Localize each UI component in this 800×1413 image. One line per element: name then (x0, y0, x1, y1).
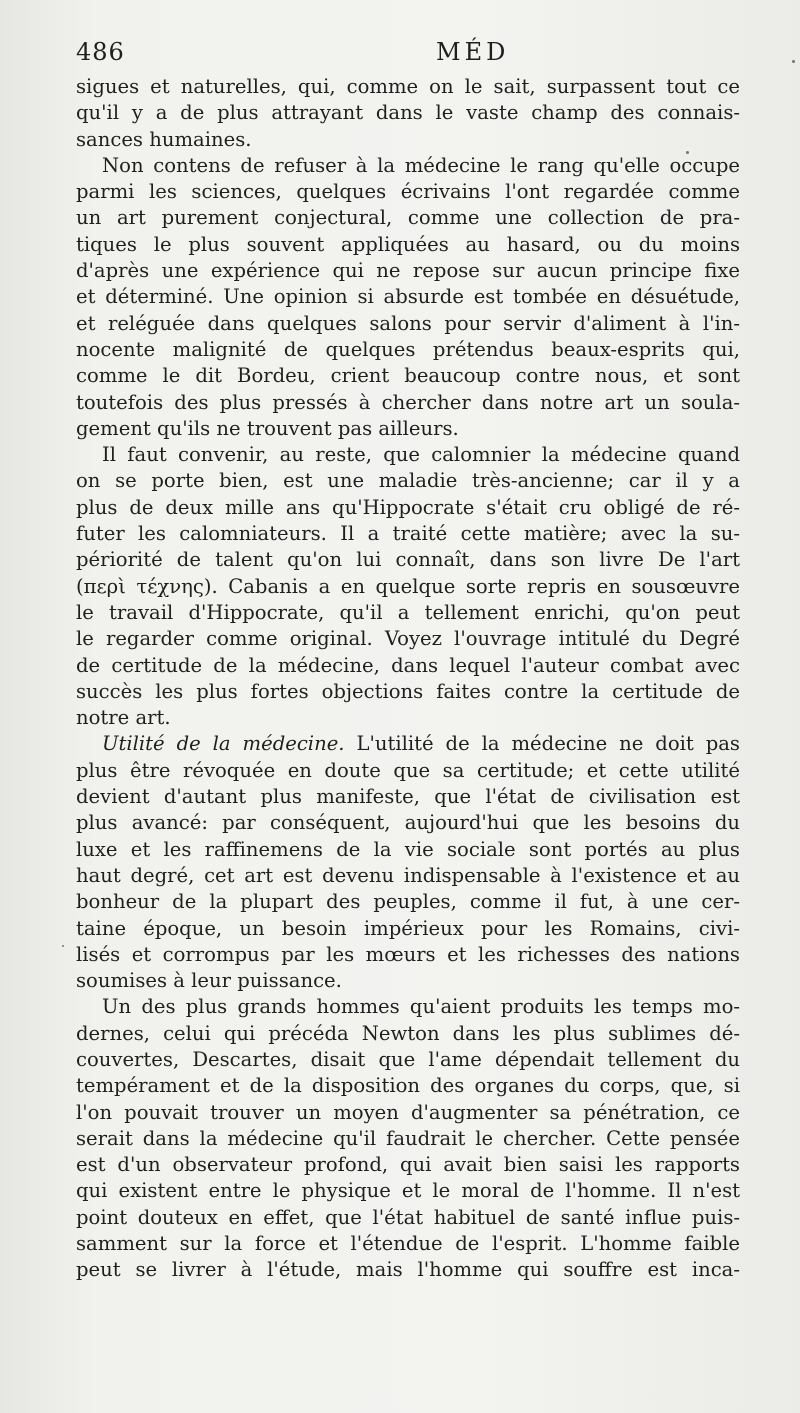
text-line: d'après une expérience qui ne repose sur aucun principe fixe (76, 259, 740, 283)
text-line: dernes, celui qui précéda Newton dans les plus sublimes dé- (76, 1021, 740, 1045)
text-line: l'on pouvait trouver un moyen d'augmenter sa pénétration, ce (76, 1100, 740, 1124)
text-line: parmi les sciences, quelques écrivains l'ont regardée comme (76, 180, 740, 204)
text-line: (περὶ τέχνης). Cabanis a en quelque sorte repris en sousœuvre (76, 574, 740, 598)
text-line: plus de deux mille ans qu'Hippocrate s'était cru obligé de ré- (76, 495, 740, 519)
text-line: qu'il y a de plus attrayant dans le vaste champ des connais- (76, 101, 740, 125)
body-text (76, 74, 740, 1284)
text-line: devient d'autant plus manifeste, que l'état de civilisation est (76, 785, 740, 809)
text-line: nocente malignité de quelques prétendus beaux-esprits qui, (76, 337, 740, 361)
text-line: luxe et les raffinemens de la vie sociale sont portés au plus (76, 837, 740, 861)
text-line: un art purement conjectural, comme une collection de pra- (76, 206, 740, 230)
text-line: et reléguée dans quelques salons pour servir d'aliment à l'in- (76, 311, 740, 335)
section-heading: Utilité de la médecine. (102, 732, 345, 756)
text-line: soumises à leur puissance. (76, 969, 342, 993)
text-line: toutefois des plus pressés à chercher dans notre art un soula- (76, 390, 740, 414)
text-line: est d'un observateur profond, qui avait bien saisi les rapports (76, 1153, 740, 1177)
paragraph-first-line: Il faut convenir, au reste, que calomnier la médecine quand (102, 443, 740, 467)
text-line: couvertes, Descartes, disait que l'ame dépendait tellement du (76, 1047, 740, 1071)
text-line: le regarder comme original. Voyez l'ouvrage intitulé du Degré (76, 627, 740, 651)
text-line: périorité de talent qu'on lui connaît, dans son livre De l'art (76, 548, 740, 572)
text-line: gement qu'ils ne trouvent pas ailleurs. (76, 416, 459, 440)
text-line: succès les plus fortes objections faites contre la certitude de (76, 679, 740, 703)
text-line: on se porte bien, est une maladie très-ancienne; car il y a (76, 469, 740, 493)
page-number: 486 (76, 38, 125, 66)
text-line: plus être révoquée en doute que sa certitude; et cette utilité (76, 758, 740, 782)
text-line: de certitude de la médecine, dans lequel l'auteur combat avec (76, 653, 740, 677)
text-line: taine époque, un besoin impérieux pour les Romains, civi- (76, 916, 740, 940)
text-line: futer les calomniateurs. Il a traité cette matière; avec la su- (76, 522, 740, 546)
text-line: le travail d'Hippocrate, qu'il a tellement enrichi, qu'on peut (76, 600, 740, 624)
text-run: L'utilité de la médecine ne doit pas (356, 732, 740, 756)
paragraph-first-line: Un des plus grands hommes qu'aient produits les temps mo- (102, 995, 740, 1019)
text-line: comme le dit Bordeu, crient beaucoup contre nous, et sont (76, 364, 740, 388)
text-line: haut degré, cet art est devenu indispensable à l'existence et au (76, 863, 740, 887)
text-line: plus avancé: par conséquent, aujourd'hui que les besoins du (76, 811, 740, 835)
running-head: MÉD (436, 38, 510, 66)
text-line: lisés et corrompus par les mœurs et les richesses des nations (76, 942, 740, 966)
text-line: peut se livrer à l'étude, mais l'homme qui souffre est inca- (76, 1258, 740, 1282)
text-line: samment sur la force et l'étendue de l'esprit. L'homme faible (76, 1232, 740, 1256)
paragraph-first-line: Non contens de refuser à la médecine le rang qu'elle occupe (102, 153, 740, 177)
paper-speck (792, 60, 795, 63)
text-line: et déterminé. Une opinion si absurde est tombée en désuétude, (76, 285, 740, 309)
paragraph-first-line (76, 731, 740, 757)
page-header (76, 38, 738, 72)
text-line: bonheur de la plupart des peuples, comme il fut, à une cer- (76, 890, 740, 914)
text-line: sigues et naturelles, qui, comme on le sait, surpassent tout ce (76, 75, 740, 98)
text-line: sances humaines. (76, 127, 252, 151)
text-line: notre art. (76, 706, 171, 730)
text-line: qui existent entre le physique et le moral de l'homme. Il n'est (76, 1179, 740, 1203)
text-line: tiques le plus souvent appliquées au hasard, ou du moins (76, 232, 740, 256)
paper-speck (686, 151, 689, 154)
text-line: serait dans la médecine qu'il faudrait le chercher. Cette pensée (76, 1126, 740, 1150)
text-line: point douteux en effet, que l'état habituel de santé influe puis- (76, 1205, 740, 1229)
paper-speck (62, 945, 64, 947)
text-line: tempérament et de la disposition des organes du corps, que, si (76, 1074, 740, 1098)
